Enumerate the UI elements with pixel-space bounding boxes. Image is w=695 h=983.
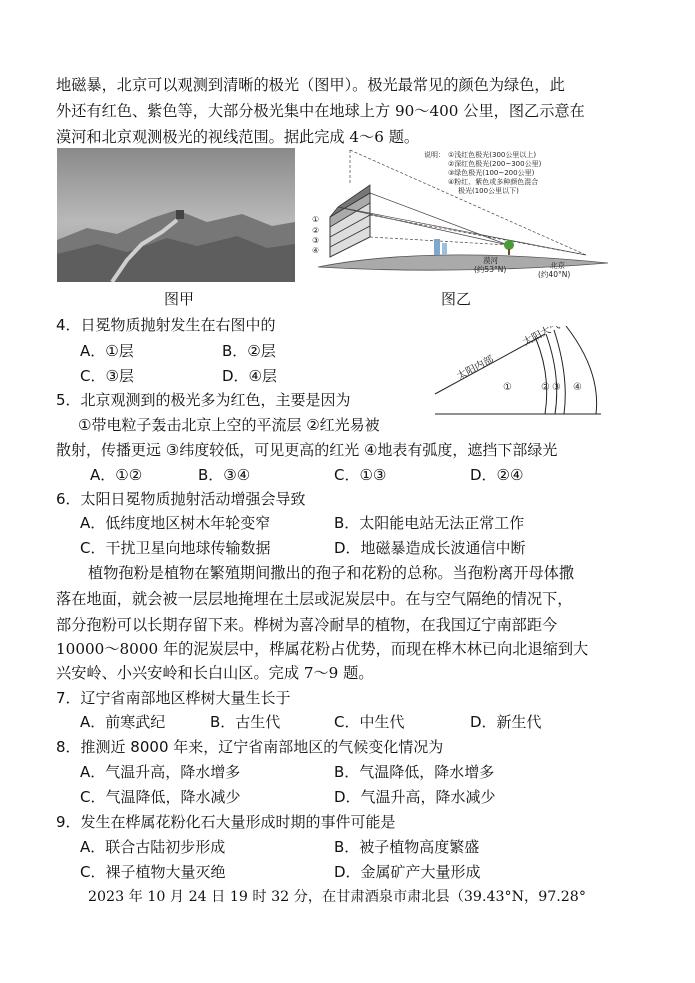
q4-stem: 4．日冕物质抛射发生在右图中的	[56, 316, 276, 334]
fig-b-legend-3: ③绿色极光(100~200公里)	[448, 169, 535, 177]
sun-layer-4: ④	[573, 382, 582, 393]
fig-b-layer-3: ③	[312, 236, 320, 245]
fig-b-layer-4: ④	[312, 246, 320, 255]
sun-layer-2: ②	[541, 382, 550, 393]
intro-line-3: 漠河和北京观测极光的视线范围。据此完成 4～6 题。	[56, 128, 420, 146]
fig-b-legend-1: ①浅红色极光(300公里以上)	[448, 151, 537, 159]
q5-line-3: 散射，传播更远 ③纬度较低，可见更高的红光 ④地表有弧度，遮挡下部绿光	[56, 441, 558, 459]
q6-option-d[interactable]: D．地磁暴造成长波通信中断	[334, 539, 526, 557]
q6-option-b[interactable]: B．太阳能电站无法正常工作	[334, 514, 525, 532]
figure-b-caption: 图乙	[441, 290, 472, 308]
q5-option-a[interactable]: A．①②	[90, 466, 143, 484]
q4-option-a[interactable]: A．①层	[80, 342, 134, 360]
figure-a-caption: 图甲	[164, 290, 195, 308]
fig-b-legend-4b: 极光(100公里以下)	[458, 187, 519, 195]
passage2-line-5: 兴安岭、小兴安岭和长白山区。完成 7～9 题。	[56, 664, 374, 682]
sun-atmos-label: 太阳大气	[521, 326, 562, 349]
q9-option-a[interactable]: A．联合古陆初步形成	[80, 838, 226, 856]
q8-stem: 8．推测近 8000 年来，辽宁省南部地区的气候变化情况为	[56, 738, 444, 756]
q5-line-2: ①带电粒子轰击北京上空的平流层 ②红光易被	[78, 416, 380, 434]
fig-b-legend-4: ④粉红、紫色或多种颜色混合	[448, 178, 539, 186]
q8-option-a[interactable]: A．气温升高，降水增多	[80, 763, 241, 781]
q7-option-b[interactable]: B．古生代	[210, 713, 281, 731]
fig-b-legend-title: 说明：	[424, 151, 445, 159]
passage2-line-4: 10000～8000 年的泥炭层中，桦属花粉占优势，而现在桦木林已向北退缩到大	[56, 640, 589, 658]
q8-option-c[interactable]: C．气温降低，降水减少	[80, 788, 241, 806]
figure-b-diagram	[308, 145, 613, 285]
q5-stem: 5．北京观测到的极光多为红色，主要是因为	[56, 391, 351, 409]
q7-option-d[interactable]: D．新生代	[470, 713, 542, 731]
sun-structure-diagram	[433, 326, 603, 416]
q8-option-b[interactable]: B．气温降低，降水增多	[334, 763, 495, 781]
sun-layer-3: ③	[552, 382, 561, 393]
passage2-line-2: 落在地面，就会被一层层地掩埋在土层或泥炭层中。在与空气隔绝的情况下，	[56, 590, 573, 608]
q9-option-b[interactable]: B．被子植物高度繁盛	[334, 838, 480, 856]
q9-stem: 9．发生在桦属花粉化石大量形成时期的事件可能是	[56, 813, 396, 831]
intro-line-2: 外还有红色、紫色等，大部分极光集中在地球上方 90～400 公里，图乙示意在	[56, 102, 585, 120]
passage3-line-1: 2023 年 10 月 24 日 19 时 32 分，在甘肃酒泉市肃北县（39.43°N，97.28°	[88, 889, 586, 905]
fig-b-legend-2: ②深红色极光(200~300公里)	[448, 160, 542, 168]
intro-line-1: 地磁暴，北京可以观测到清晰的极光（图甲）。极光最常见的颜色为绿色，此	[56, 76, 565, 94]
passage2-line-3: 部分孢粉可以长期存留下来。桦树为喜冷耐旱的植物，在我国辽宁南部距今	[56, 616, 558, 634]
q6-option-a[interactable]: A．低纬度地区树木年轮变窄	[80, 514, 271, 532]
q4-option-c[interactable]: C．③层	[80, 367, 134, 385]
fig-b-layer-2: ②	[312, 226, 320, 235]
sun-inner-label: 太阳内部	[455, 354, 496, 383]
fig-b-beijing-lat: (约40°N)	[538, 270, 571, 279]
q7-option-c[interactable]: C．中生代	[334, 713, 405, 731]
fig-b-mohe: 漠河	[483, 256, 498, 265]
q5-option-c[interactable]: C．①③	[334, 466, 387, 484]
fig-b-mohe-lat: (约53°N)	[474, 265, 507, 274]
q6-option-c[interactable]: C．干扰卫星向地球传输数据	[80, 539, 271, 557]
passage2-line-1: 植物孢粉是植物在繁殖期间撒出的孢子和花粉的总称。当孢粉离开母体撒	[88, 564, 574, 582]
q4-option-d[interactable]: D．④层	[222, 367, 277, 385]
q5-option-d[interactable]: D．②④	[470, 466, 524, 484]
q7-stem: 7．辽宁省南部地区桦树大量生长于	[56, 689, 291, 707]
q5-option-b[interactable]: B．③④	[198, 466, 251, 484]
sun-layer-1: ①	[503, 382, 512, 393]
q6-stem: 6．太阳日冕物质抛射活动增强会导致	[56, 490, 306, 508]
q7-option-a[interactable]: A．前寒武纪	[80, 713, 166, 731]
fig-b-layer-1: ①	[312, 215, 320, 224]
q4-option-b[interactable]: B．②层	[222, 342, 276, 360]
q9-option-c[interactable]: C．裸子植物大量灭绝	[80, 863, 226, 881]
q9-option-d[interactable]: D．金属矿产大量形成	[334, 863, 481, 881]
fig-b-beijing: 北京	[550, 261, 565, 270]
figure-a-photo	[57, 148, 295, 282]
q8-option-d[interactable]: D．气温升高，降水减少	[334, 788, 496, 806]
